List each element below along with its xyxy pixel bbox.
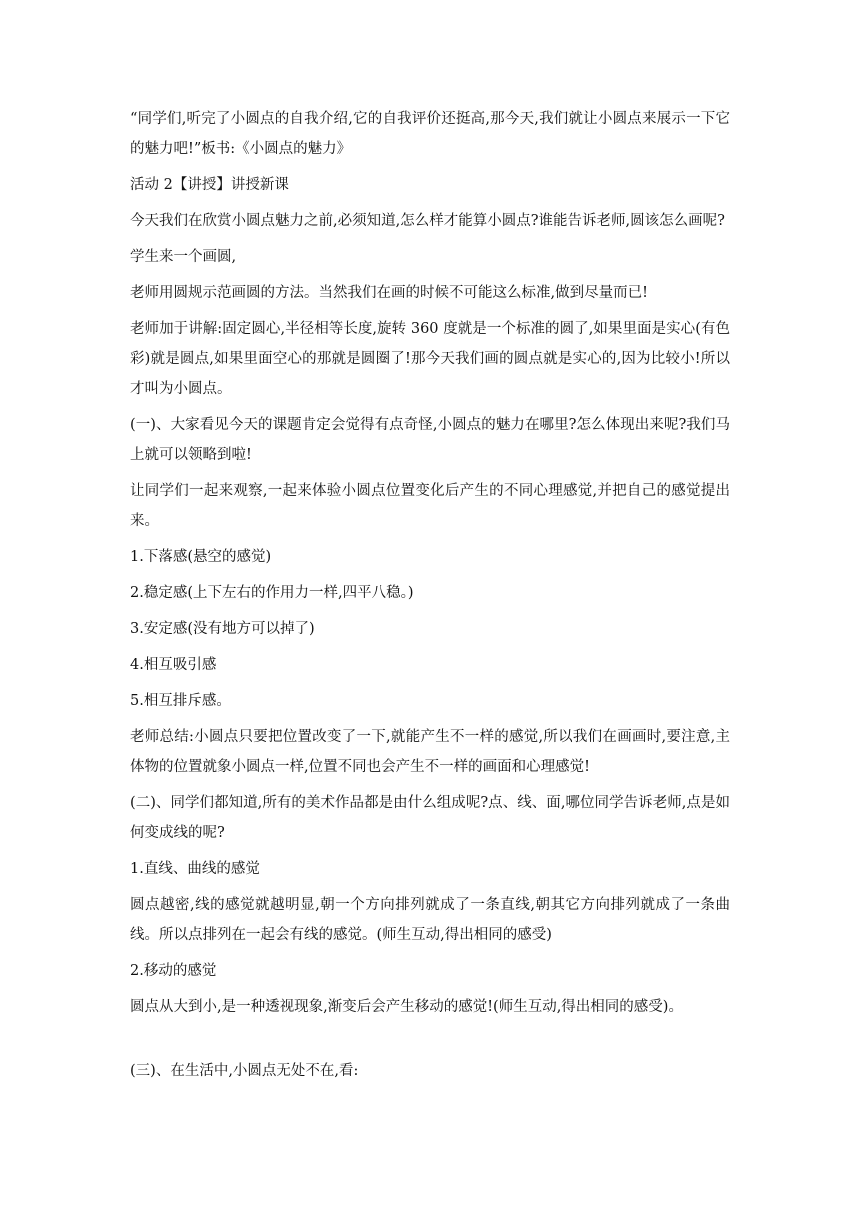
activity-heading: 活动 2【讲授】讲授新课: [130, 177, 289, 193]
paragraph-teacher-summary: 老师总结:小圆点只要把位置改变了一下,就能产生不一样的感觉,所以我们在画画时,要注意,主体物的位置就象小圆点一样,位置不同也会产生不一样的画面和心理感觉!: [130, 729, 730, 775]
section-two-intro: (二)、同学们都知道,所有的美术作品都是由什么组成呢?点、线、面,哪位同学告诉老师,点是如何变成线的呢?: [130, 795, 730, 841]
section-three-intro: (三)、在生活中,小圆点无处不在,看:: [130, 1063, 359, 1079]
list-item-settled: 3.安定感(没有地方可以掉了): [130, 621, 315, 637]
paragraph-question: 今天我们在欣赏小圆点魅力之前,必须知道,怎么样才能算小圆点?谁能告诉老师,圆该怎么画呢?: [130, 213, 725, 229]
paragraph-student-draw: 学生来一个画圆,: [130, 249, 237, 265]
document-page: [130, 104, 730, 1092]
paragraph-observe: 让同学们一起来观察,一起来体验小圆点位置变化后产生的不同心理感觉,并把自己的感觉提出来。: [130, 483, 730, 529]
paragraph-teacher-explain: 老师加于讲解:固定圆心,半径相等长度,旋转 360 度就是一个标准的圆了,如果里面是实心(有色彩)就是圆点,如果里面空心的那就是圆圈了!那今天我们画的圆点就是实心的,因为比较小!所以才叫为小圆点。: [130, 321, 730, 397]
list-item-repulsion: 5.相互排斥感。: [130, 693, 231, 709]
list-item-falling: 1.下落感(悬空的感觉): [130, 549, 272, 565]
subheading-movement: 2.移动的感觉: [130, 963, 217, 979]
list-item-stable: 2.稳定感(上下左右的作用力一样,四平八稳。): [130, 585, 414, 601]
subheading-line-feeling: 1.直线、曲线的感觉: [130, 861, 260, 877]
paragraph-teacher-demo: 老师用圆规示范画圆的方法。当然我们在画的时候不可能这么标准,做到尽量而已!: [130, 285, 648, 301]
list-item-attraction: 4.相互吸引感: [130, 657, 217, 673]
paragraph-intro-quote: “同学们,听完了小圆点的自我介绍,它的自我评价还挺高,那今天,我们就让小圆点来展示一下它的魅力吧!”板书:《小圆点的魅力》: [130, 111, 730, 157]
paragraph-line-explain: 圆点越密,线的感觉就越明显,朝一个方向排列就成了一条直线,朝其它方向排列就成了一条曲线。所以点排列在一起会有线的感觉。(师生互动,得出相同的感受): [130, 897, 730, 943]
paragraph-movement-explain: 圆点从大到小,是一种透视现象,渐变后会产生移动的感觉!(师生互动,得出相同的感受)。: [130, 999, 683, 1015]
section-one-intro: (一)、大家看见今天的课题肯定会觉得有点奇怪,小圆点的魅力在哪里?怎么体现出来呢?我们马上就可以领略到啦!: [130, 417, 730, 463]
